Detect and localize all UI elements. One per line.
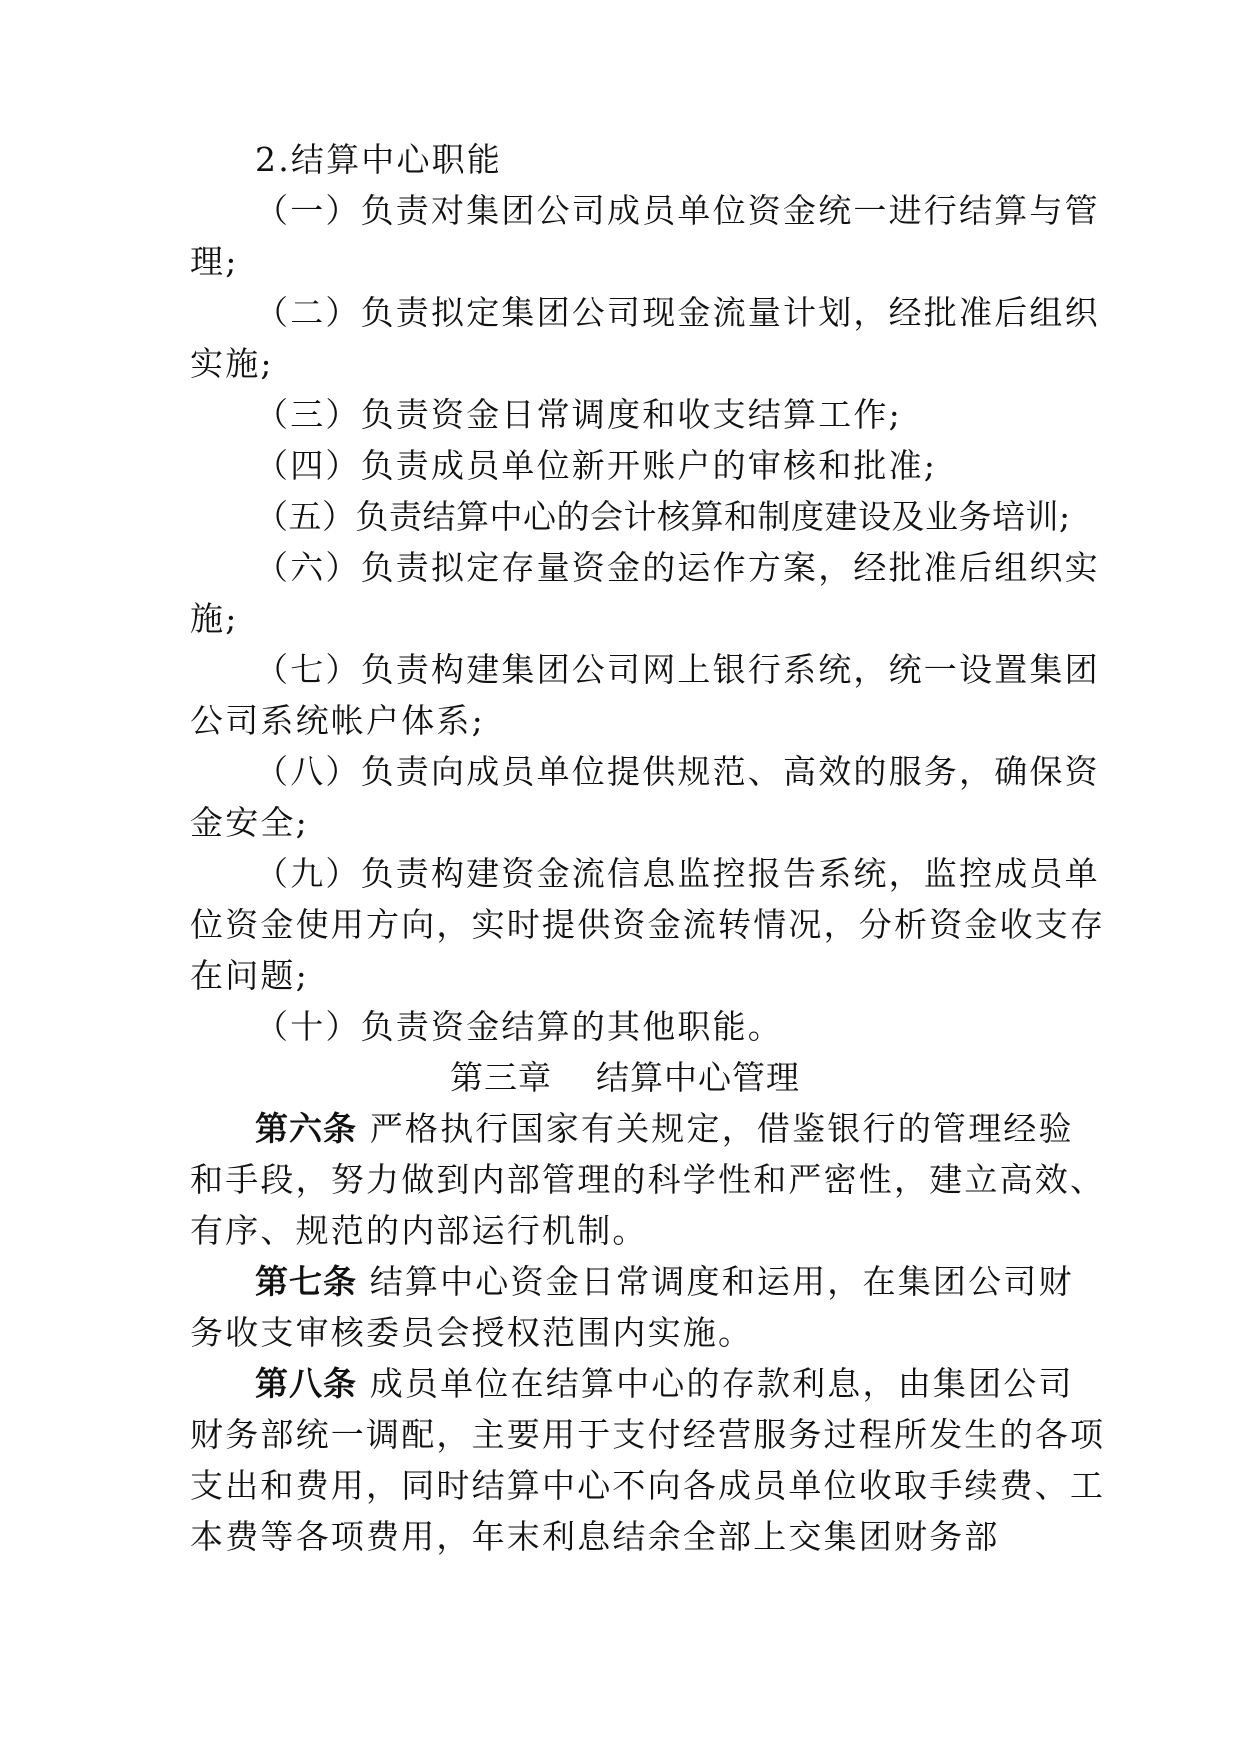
- function-item-7: （七）负责构建集团公司网上银行系统，统一设置集团: [255, 650, 1100, 689]
- article-6-cont: 和手段，努力做到内部管理的科学性和严密性，建立高效、: [190, 1160, 1106, 1199]
- chapter-title: 结算中心管理: [596, 1058, 800, 1097]
- function-item-5: （五）负责结算中心的会计核算和制度建设及业务培训;: [255, 497, 1071, 536]
- function-item-9-cont: 位资金使用方向，实时提供资金流转情况，分析资金收支存: [190, 905, 1106, 944]
- article-6: [255, 1109, 1074, 1149]
- function-item-9-end: 在问题;: [190, 956, 309, 995]
- function-item-8: （八）负责向成员单位提供规范、高效的服务，确保资: [255, 752, 1100, 791]
- function-item-9: （九）负责构建资金流信息监控报告系统，监控成员单: [255, 854, 1100, 893]
- article-6-end: 有序、规范的内部运行机制。: [190, 1211, 648, 1250]
- function-item-7-cont: 公司系统帐户体系;: [190, 701, 485, 740]
- article-7: [255, 1262, 1074, 1302]
- function-item-2-cont: 实施;: [190, 344, 274, 383]
- function-item-8-cont: 金安全;: [190, 803, 309, 842]
- function-item-2: （二）负责拟定集团公司现金流量计划，经批准后组织: [255, 293, 1100, 332]
- article-7-text: 结算中心资金日常调度和运用，在集团公司财: [369, 1262, 1074, 1301]
- chapter-number: 第三章: [450, 1058, 552, 1097]
- function-item-10: （十）负责资金结算的其他职能。: [255, 1007, 783, 1046]
- article-6-label: 第六条: [255, 1109, 357, 1148]
- function-item-4: （四）负责成员单位新开账户的审核和批准;: [255, 446, 938, 485]
- article-7-label: 第七条: [255, 1262, 357, 1301]
- article-8-label: 第八条: [255, 1364, 357, 1403]
- article-8-text: 成员单位在结算中心的存款利息，由集团公司: [369, 1364, 1074, 1403]
- function-item-1: （一）负责对集团公司成员单位资金统一进行结算与管: [255, 191, 1100, 230]
- section-heading-functions: 2.结算中心职能: [255, 140, 503, 179]
- function-item-6-cont: 施;: [190, 599, 239, 638]
- chapter-heading: [190, 1058, 1060, 1098]
- article-8-cont-2: 支出和费用，同时结算中心不向各成员单位收取手续费、工: [190, 1466, 1106, 1505]
- article-8: [255, 1364, 1074, 1404]
- article-7-cont: 务收支审核委员会授权范围内实施。: [190, 1313, 754, 1352]
- article-8-end: 本费等各项费用，年末利息结余全部上交集团财务部: [190, 1517, 1000, 1556]
- function-item-6: （六）负责拟定存量资金的运作方案，经批准后组织实: [255, 548, 1100, 587]
- function-item-3: （三）负责资金日常调度和收支结算工作;: [255, 395, 902, 434]
- function-item-1-cont: 理;: [190, 242, 239, 281]
- article-8-cont-1: 财务部统一调配，主要用于支付经营服务过程所发生的各项: [190, 1415, 1106, 1454]
- article-6-text: 严格执行国家有关规定，借鉴银行的管理经验: [369, 1109, 1074, 1148]
